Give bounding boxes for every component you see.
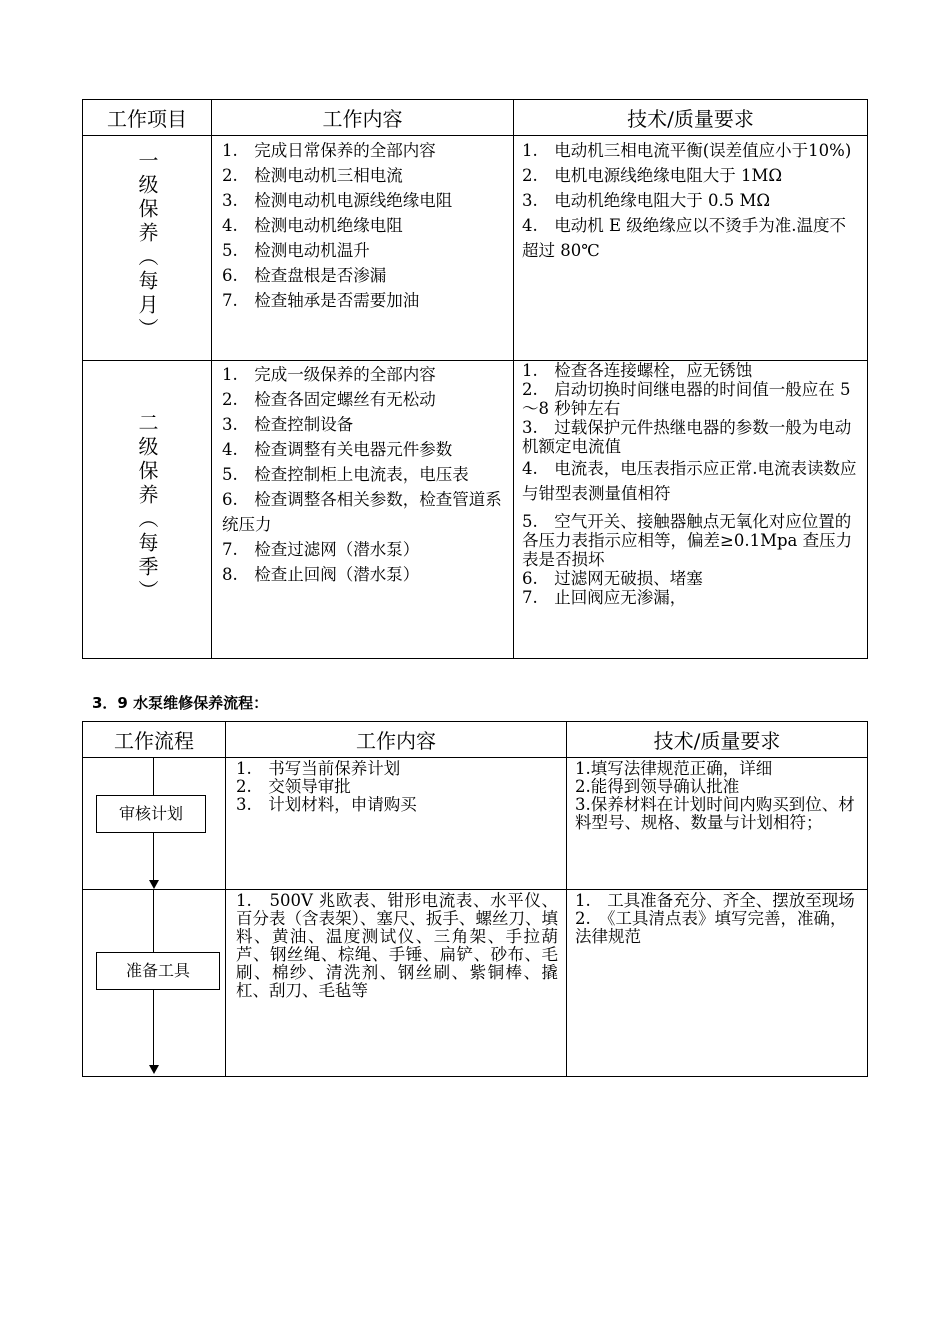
list-item: 4. 检测电动机绝缘电阻 [222,216,403,235]
list-item: 2. 检测电动机三相电流 [222,166,403,185]
flow-step-review-plan: 审核计划 [96,795,206,833]
level-two-requirements [514,361,868,659]
header-requirements: 技术/质量要求 [514,100,868,136]
list-item: 3.保养材料在计划时间内购买到位、材料型号、规格、数量与计划相符； [575,795,855,832]
maintenance-process-table [82,721,868,1077]
review-requirements [567,758,868,890]
list-item: 2. 启动切换时间继电器的时间值一般应在 5～8 秒钟左右 [522,380,851,418]
list-item: 4. 电动机 E 级绝缘应以不烫手为准.温度不超过 80℃ [522,216,847,260]
table-row [83,361,868,659]
section-heading: 3．9 水泵维修保养流程： [92,694,269,712]
list-item: 1. 书写当前保养计划 [236,759,401,778]
level-one-content [212,136,514,361]
list-item: 1. 完成日常保养的全部内容 [222,141,436,160]
level-one-requirements [514,136,868,361]
list-item: 3. 电动机绝缘电阻大于 0.5 MΩ [522,191,771,210]
tools-requirements [567,890,868,1077]
header-process: 工作流程 [83,722,226,758]
list-item: 5. 空气开关、接触器触点无氧化对应位置的各压力表指示应相等，偏差≥0.1Mpa 查压力表是否损坏 [522,512,853,569]
list-item: 6. 检查盘根是否渗漏 [222,266,387,285]
list-item: 8. 检查止回阀（潜水泵） [222,565,420,584]
header-work-item: 工作项目 [83,100,212,136]
list-item: 3. 计划材料，申请购买 [236,795,417,814]
list-item: 5. 检查控制柜上电流表，电压表 [222,465,469,484]
arrow-down-icon [149,880,159,889]
list-item: 2. 电机电源线绝缘电阻大于 1MΩ [522,166,783,185]
list-item: 2. 检查各固定螺丝有无松动 [222,390,436,409]
flow-step-prepare-tools: 准备工具 [96,952,220,990]
level-two-content [212,361,514,659]
table-row [83,890,868,1077]
list-item: 1.填写法律规范正确，详细 [575,759,773,778]
flow-cell [83,758,226,890]
list-item: 3. 检测电动机电源线绝缘电阻 [222,191,453,210]
list-item: 3. 过载保护元件热继电器的参数一般为电动机额定电流值 [522,418,852,456]
header-requirements: 技术/质量要求 [567,722,868,758]
list-item: 2. 交领导审批 [236,777,351,796]
list-item: 1. 电动机三相电流平衡(误差值应小于10%) [522,141,852,160]
list-item: 5. 检测电动机温升 [222,241,370,260]
tools-content [226,890,567,1077]
list-item: 6. 过滤网无破损、堵塞 [522,569,703,588]
list-item: 4. 检查调整有关电器元件参数 [222,440,453,459]
flow-cell [83,890,226,1077]
list-item: 7. 止回阀应无渗漏， [522,588,687,607]
review-content [226,758,567,890]
list-item: 1. 工具准备充分、齐全、摆放至现场 [575,891,855,910]
level-one-label: 一级保养（每月） [135,150,159,342]
header-work-content: 工作内容 [212,100,514,136]
list-item: 6. 检查调整各相关参数，检查管道系统压力 [222,490,502,534]
list-item: 3. 检查控制设备 [222,415,354,434]
list-item: 4. 电流表，电压表指示应正常.电流表读数应与钳型表测量值相符 [522,459,857,503]
list-item: 1. 500V 兆欧表、钳形电流表、水平仪、百分表（含表架）、塞尺、扳手、螺丝刀、填料、黄油、温度测试仪、三角架、手拉葫芦、钢丝绳、棕绳、手锤、扁铲、砂布、毛刷、棉纱、清洗剂、钢丝刷、紫铜棒、撬杠、刮刀、毛毡等 [236,891,558,1000]
table-row [83,758,868,890]
arrow-down-icon [149,1065,159,1074]
list-item: 2. 《工具清点表》填写完善，准确，法律规范 [575,909,847,946]
list-item: 7. 检查轴承是否需要加油 [222,291,420,310]
level-two-label: 二级保养（每季） [135,411,159,604]
list-item: 2.能得到领导确认批准 [575,777,740,796]
list-item: 1. 完成一级保养的全部内容 [222,365,436,384]
list-item: 7. 检查过滤网（潜水泵） [222,540,420,559]
table-row [83,136,868,361]
maintenance-level-table [82,99,868,659]
list-item: 1. 检查各连接螺栓，应无锈蚀 [522,361,753,380]
header-work-content: 工作内容 [226,722,567,758]
